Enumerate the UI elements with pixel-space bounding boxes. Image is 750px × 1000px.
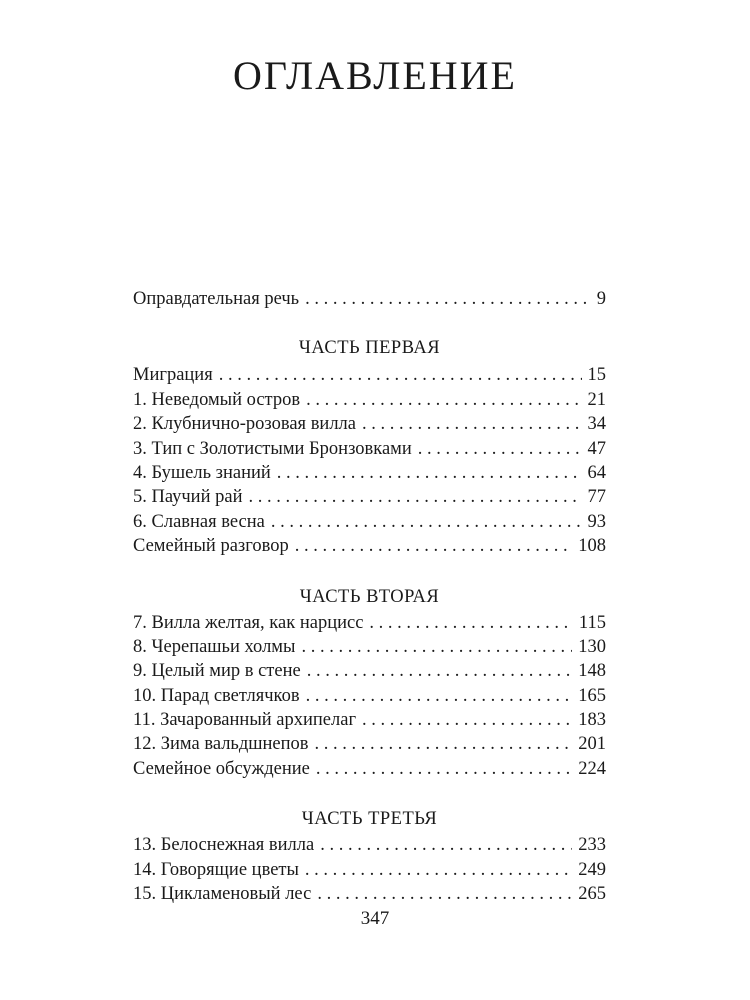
- toc-entry-title: 10. Парад светлячков: [133, 685, 300, 706]
- toc-entry-intro[interactable]: [133, 287, 606, 311]
- toc-entry-title: 12. Зима вальдшнепов: [133, 734, 309, 755]
- toc-entry-page: 115: [578, 612, 606, 633]
- dot-leader: [369, 611, 573, 635]
- page-title: ОГЛАВЛЕНИЕ: [233, 53, 517, 98]
- toc-entry[interactable]: [133, 485, 606, 509]
- toc-entry-page: 93: [587, 511, 606, 532]
- toc-entry-page: 21: [587, 389, 606, 410]
- dot-leader: [306, 684, 573, 708]
- toc-entry-title: 13. Белоснежная вилла: [133, 835, 315, 856]
- toc-entry-page: 64: [587, 462, 606, 483]
- dot-leader: [418, 437, 582, 461]
- dot-leader: [305, 287, 591, 311]
- toc-entry-title: 5. Паучий рай: [133, 487, 243, 508]
- toc-entry-page: 265: [578, 884, 606, 905]
- toc-entry-title: 7. Вилла желтая, как нарцисс: [133, 612, 364, 633]
- toc-entry[interactable]: [133, 534, 606, 558]
- toc-entry-title: Оправдательная речь: [133, 289, 300, 309]
- toc-entry-title: 15. Цикламеновый лес: [133, 884, 312, 905]
- dot-leader: [277, 461, 582, 485]
- toc-entry-title: 14. Говорящие цветы: [133, 859, 299, 880]
- dot-leader: [307, 659, 573, 683]
- toc-entry-title: Семейный разговор: [133, 536, 289, 557]
- dot-leader: [315, 732, 573, 756]
- toc-entry-title: 4. Бушель знаний: [133, 462, 271, 483]
- toc-entry-page: 148: [578, 661, 606, 682]
- toc-entry-page: 9: [596, 289, 606, 309]
- toc-entry-title: 9. Целый мир в стене: [133, 661, 301, 682]
- toc-entry[interactable]: [133, 363, 606, 387]
- dot-leader: [316, 757, 572, 781]
- toc-entry-title: Семейное обсуждение: [133, 758, 310, 779]
- dot-leader: [301, 635, 572, 659]
- toc-entry[interactable]: [133, 684, 606, 708]
- toc-entry[interactable]: [133, 833, 606, 857]
- toc-entry-title: 6. Славная весна: [133, 511, 265, 532]
- toc-entry-page: 15: [587, 365, 606, 386]
- dot-leader: [271, 510, 582, 534]
- dot-leader: [219, 363, 582, 387]
- toc-entry-page: 77: [587, 487, 606, 508]
- toc-entry-page: 165: [578, 685, 606, 706]
- dot-leader: [362, 708, 572, 732]
- toc-entry-title: 2. Клубнично-розовая вилла: [133, 414, 357, 435]
- toc-entry-title: Миграция: [133, 365, 213, 386]
- toc-entry[interactable]: [133, 732, 606, 756]
- toc-entry-title: 1. Неведомый остров: [133, 389, 301, 410]
- toc-entry[interactable]: [133, 659, 606, 683]
- dot-leader: [306, 388, 581, 412]
- toc-entry[interactable]: [133, 635, 606, 659]
- toc-entry-page: 183: [578, 710, 606, 731]
- toc-entry-page: 233: [578, 835, 606, 856]
- toc-entry-page: 224: [578, 758, 606, 779]
- toc-entry-page: 108: [578, 536, 606, 557]
- toc-entry-page: 130: [578, 636, 606, 657]
- dot-leader: [317, 882, 572, 906]
- toc-entry-page: 201: [578, 734, 606, 755]
- dot-leader: [248, 485, 581, 509]
- toc-entry-title: 11. Зачарованный архипелаг: [133, 710, 357, 731]
- toc-entry[interactable]: [133, 882, 606, 906]
- toc-entry[interactable]: [133, 858, 606, 882]
- toc-entry-page: 249: [578, 859, 606, 880]
- toc-entry-page: 47: [587, 438, 606, 459]
- toc-entry[interactable]: [133, 388, 606, 412]
- part-heading: ЧАСТЬ ТРЕТЬЯ: [301, 809, 438, 830]
- toc-entry[interactable]: [133, 412, 606, 436]
- toc-entry-page: 34: [587, 414, 606, 435]
- page-number: 347: [360, 908, 390, 929]
- toc-entry[interactable]: [133, 437, 606, 461]
- part-heading: ЧАСТЬ ВТОРАЯ: [299, 586, 440, 607]
- toc-entry[interactable]: [133, 708, 606, 732]
- dot-leader: [305, 858, 572, 882]
- toc-entry-title: 3. Тип с Золотистыми Бронзовками: [133, 438, 412, 459]
- dot-leader: [362, 412, 581, 436]
- toc-entry-title: 8. Черепашьи холмы: [133, 636, 296, 657]
- toc-entry[interactable]: [133, 757, 606, 781]
- toc-entry[interactable]: [133, 461, 606, 485]
- dot-leader: [320, 833, 572, 857]
- toc-entry[interactable]: [133, 611, 606, 635]
- dot-leader: [295, 534, 573, 558]
- part-heading: ЧАСТЬ ПЕРВАЯ: [298, 338, 441, 359]
- toc-entry[interactable]: [133, 510, 606, 534]
- table-of-contents: [133, 287, 606, 906]
